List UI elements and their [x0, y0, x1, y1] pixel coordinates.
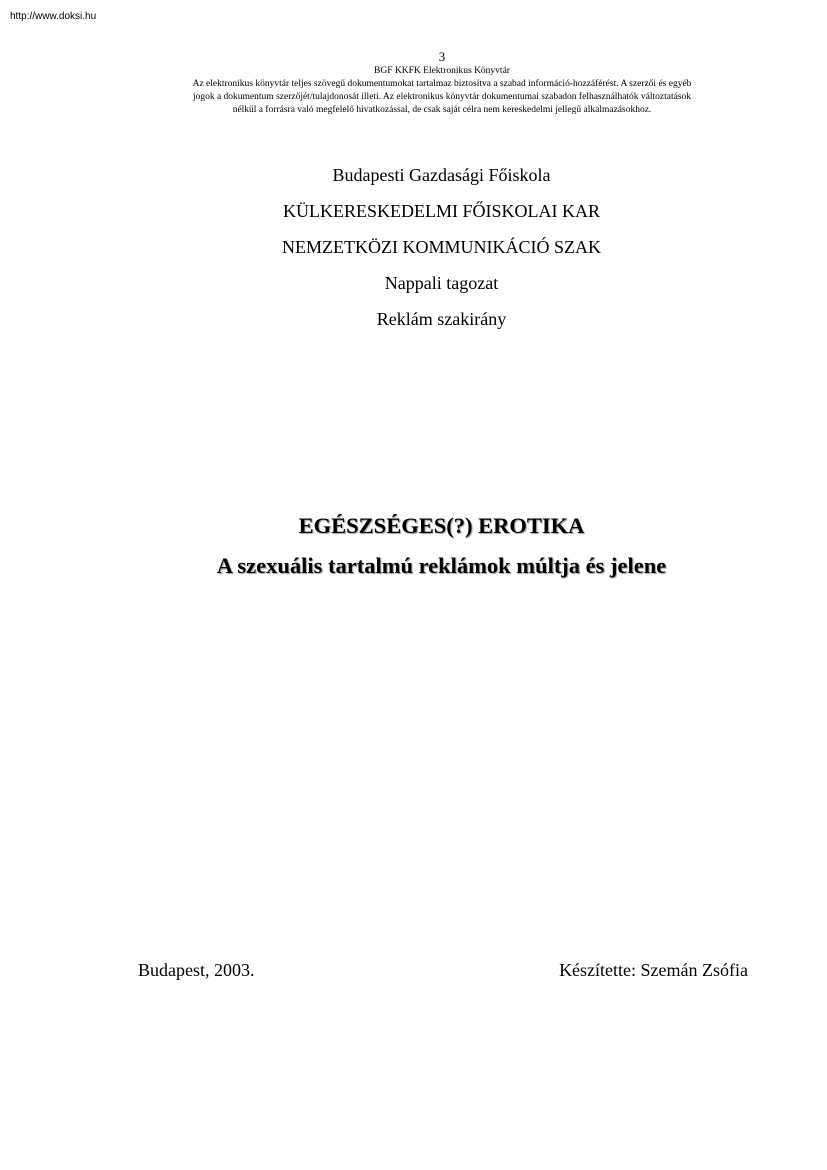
license-line: nélkül a forrásra való megfelelő hivatkozással, de csak saját célra nem kereskedelmi jellegű alkalmazásokhoz. — [232, 105, 652, 115]
license-line: Az elektronikus könyvtár teljes szövegű dokumentumokat tartalmaz biztosítva a szabad információ-hozzáférést. A szerzői és egyéb — [192, 79, 692, 89]
place-date: Budapest, 2003. — [138, 960, 255, 980]
faculty-name: KÜLKERESKEDELMI FŐISKOLAI KAR — [283, 201, 600, 221]
thesis-title-block — [60, 508, 823, 586]
thesis-title: EGÉSZSÉGES(?) EROTIKA — [298, 513, 585, 538]
site-url[interactable]: http://www.doksi.hu — [10, 11, 97, 22]
license-line: jogok a dokumentum szerzőjét/tulajdonosát illeti. Az elektronikus könyvtár dokumentumai szabadon felhasználhatók változtatások — [192, 92, 692, 102]
school-name: Budapesti Gazdasági Főiskola — [332, 165, 551, 185]
license-notice — [130, 78, 754, 117]
library-name: BGF KKFK Elektronikus Könyvtár — [374, 66, 510, 76]
page-number: 3 — [438, 49, 446, 64]
institution-block — [60, 162, 823, 342]
thesis-subtitle: A szexuális tartalmú reklámok múltja és jelene — [216, 553, 667, 578]
library-header — [130, 49, 754, 117]
author-credit: Készítette: Szemán Zsófia — [559, 960, 748, 980]
study-mode: Nappali tagozat — [384, 273, 499, 293]
specialization: Reklám szakirány — [376, 309, 507, 329]
major-name: NEMZETKÖZI KOMMUNIKÁCIÓ SZAK — [282, 237, 601, 257]
